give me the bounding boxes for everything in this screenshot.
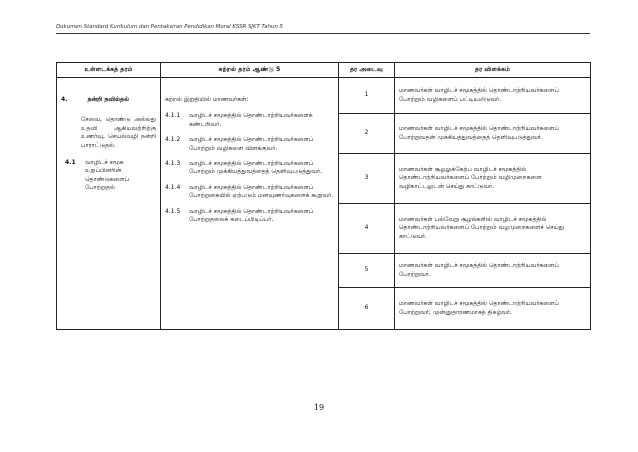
level-number: 1 xyxy=(339,78,395,114)
table-row xyxy=(57,78,591,114)
level-number: 5 xyxy=(339,254,395,288)
level-description: மாணவர்கள் வாழிடச் சமூகத்தில் தொண்டாற்றியவர்களைப் போற்றுவர். xyxy=(395,254,591,288)
content-standard-description: சேவை, தொண்டு அல்லது உதவி ஆகியவற்றிற்கு உணர்வு, செயல்வழி நன்றி பாராட்டுதல். xyxy=(81,116,156,149)
learning-standard-item xyxy=(165,160,334,177)
header-learning-standard: கற்றல் தரம் ஆண்டு 5 xyxy=(161,63,339,78)
header-level-description: தர விளக்கம் xyxy=(395,63,591,78)
learning-standard-item xyxy=(165,112,334,129)
content-standard-number: 4. xyxy=(61,96,68,103)
learning-standard-text: வாழிடச் சமூகத்தில் தொண்டாற்றியவர்களைக் கண்டறிவர். xyxy=(189,112,313,128)
level-number: 6 xyxy=(339,288,395,330)
header-rule xyxy=(56,33,590,34)
level-description: மாணவர்கள் சூழலுக்கேற்ப வாழிடச் சமூகத்தில் தொண்டாற்றியவர்களைப் போற்றும் வழிமுறைகளை வழிகாட்டலுடன் செய்து காட்டுவர். xyxy=(395,154,591,204)
learning-standard-number: 4.1.5 xyxy=(165,207,181,215)
level-description: மாணவர்கள் வாழிடச் சமூகத்தில் தொண்டாற்றியவர்களைப் போற்றுவதன் முக்கியத்துவத்தைத் தெளிவுபடுத்துவர். xyxy=(395,114,591,154)
level-description: மாணவர்கள் வாழிடச் சமூகத்தில் தொண்டாற்றியவர்களைப் போற்றுவர்; முன்னுதாரணமாகத் திகழ்வர். xyxy=(395,288,591,330)
document-header: Dokumen Standard Kurikulum dan Pentaksiran Pendidikan Moral KSSR SJKT Tahun 5 xyxy=(56,24,283,30)
table-header-row xyxy=(57,63,591,78)
level-description: மாணவர்கள் வாழிடச் சமூகத்தில் தொண்டாற்றியவர்களைப் போற்றும் வழிகளைப் பட்டியலிடுவர். xyxy=(395,78,591,114)
page-number: 19 xyxy=(313,403,325,412)
learning-standard-number: 4.1.2 xyxy=(165,136,181,144)
level-number: 3 xyxy=(339,154,395,204)
content-standard-title: நன்றி நவில்தல் xyxy=(87,96,129,103)
standards-table xyxy=(56,62,591,330)
sub-standard-text: வாழிடச் சமூக உறுப்பினரின் தொண்டுகளைப் போற்றுதல் xyxy=(85,159,130,192)
learning-standard-text: வாழிடச் சமூகத்தில் தொண்டாற்றியவர்களைப் போற்றுகையில் ஏற்படும் மனவுணர்வுகளைக் கூறுவர். xyxy=(189,183,334,200)
level-number: 4 xyxy=(339,204,395,254)
header-content-standard: உள்ளடக்கத் தரம் xyxy=(57,63,161,78)
learning-standard-intro: கற்றல் இறுதியில் மாணவர்கள்: xyxy=(165,96,249,103)
learning-standard-number: 4.1.4 xyxy=(165,183,181,191)
header-performance-level: தர அடைவு xyxy=(339,63,395,78)
level-description: மாணவர்கள் பல்வேறு சூழல்களில் வாழிடச் சமூகத்தில் தொண்டாற்றியவர்களைப் போற்றும் வழமுறைகளைச் செய்து காட்டுவர். xyxy=(395,204,591,254)
learning-standard-number: 4.1.1 xyxy=(165,112,181,120)
learning-standard-text: வாழிடச் சமூகத்தில் தொண்டாற்றியவர்களைப் போற்றுதலைக் கடைப்பிடிப்பர். xyxy=(189,207,314,224)
level-number: 2 xyxy=(339,114,395,154)
learning-standard-number: 4.1.3 xyxy=(165,160,181,168)
sub-standard-number: 4.1 xyxy=(65,159,76,167)
content-standard-title-line xyxy=(61,96,156,104)
content-sub-standard xyxy=(61,159,156,193)
learning-standard-item xyxy=(165,184,334,201)
learning-standard-text: வாழிடச் சமூகத்தில் தொண்டாற்றியவர்களைப் போற்றும் வழிகளை விளக்குவர். xyxy=(189,136,314,152)
learning-standard-item xyxy=(165,136,334,153)
learning-standard-text: வாழிடச் சமூகத்தில் தொண்டாற்றியவர்களைப் போற்றும் முக்கியத்துவத்தைத் தெளிவுபடுத்துவர். xyxy=(189,160,323,176)
learning-standard-item xyxy=(165,208,334,225)
content-standard-cell xyxy=(57,78,161,330)
learning-standard-cell xyxy=(161,78,339,330)
